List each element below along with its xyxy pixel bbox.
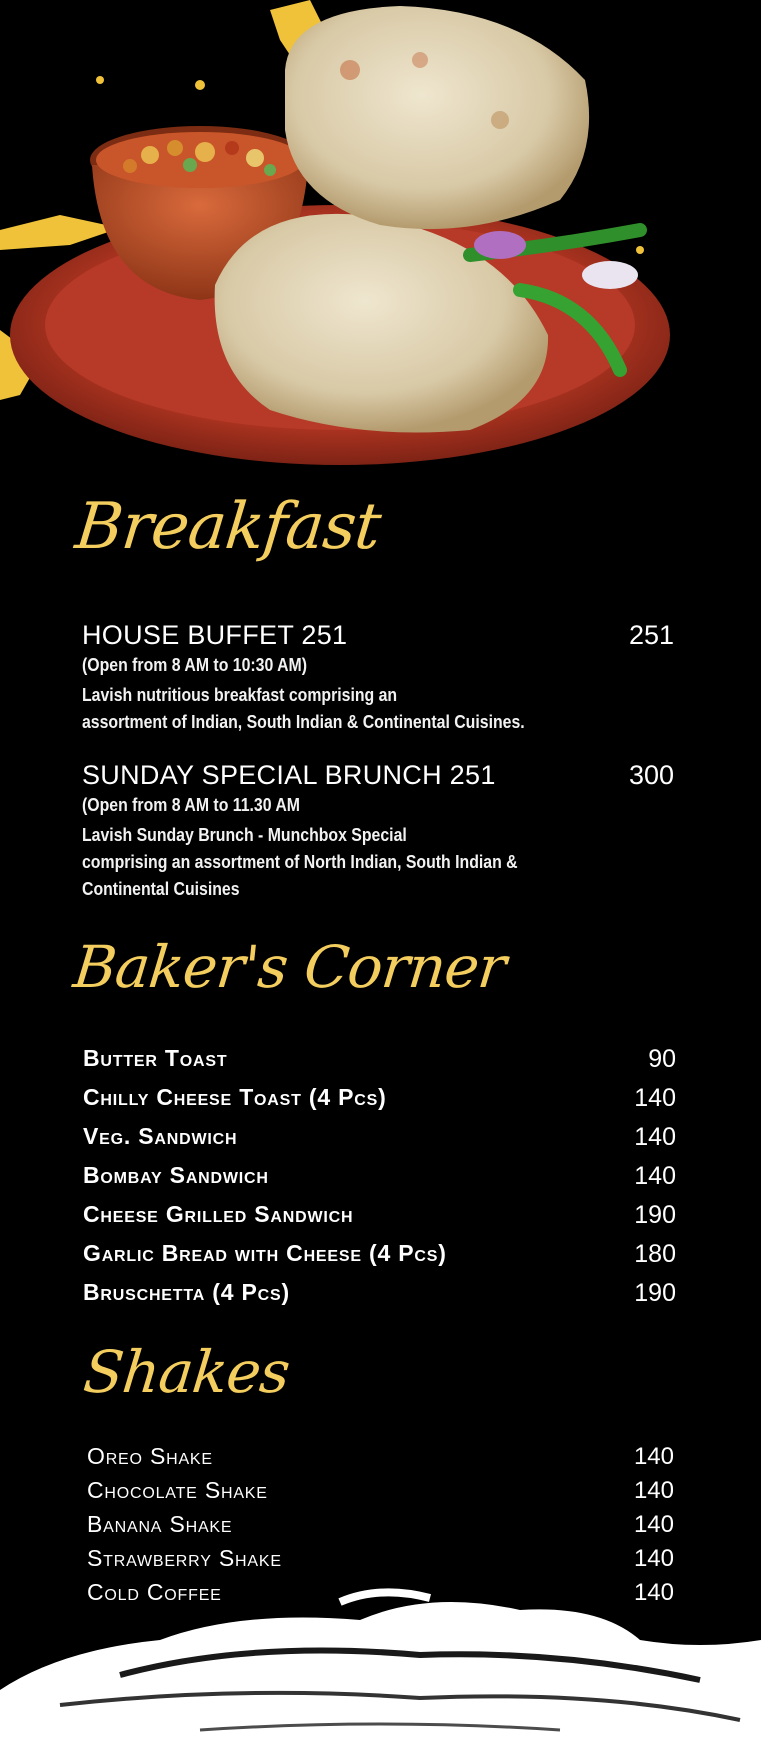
list-item <box>83 1084 676 1123</box>
bakers-corner-heading: Baker's Corner <box>70 933 509 1001</box>
brush-stroke-decoration <box>0 1580 761 1754</box>
description-line: Lavish nutritious breakfast comprising an <box>82 685 398 705</box>
list-item <box>87 1443 674 1477</box>
item-name: Bombay Sandwich <box>83 1162 269 1188</box>
item-price: 140 <box>633 1477 674 1504</box>
item-price: 190 <box>634 1201 676 1229</box>
item-hours: (Open from 8 AM to 11.30 AM <box>82 795 300 815</box>
item-price: 190 <box>634 1279 676 1307</box>
item-price: 140 <box>634 1084 676 1112</box>
item-description <box>82 822 610 903</box>
item-price: 140 <box>633 1511 674 1538</box>
item-name: Cold Coffee <box>87 1579 222 1605</box>
item-name: Cheese Grilled Sandwich <box>83 1201 354 1227</box>
item-name: Banana Shake <box>87 1511 233 1537</box>
item-price: 90 <box>648 1045 676 1073</box>
breakfast-heading: Breakfast <box>72 490 384 564</box>
item-name: Bruschetta (4 Pcs) <box>83 1279 290 1305</box>
list-item <box>83 1201 676 1240</box>
list-item <box>87 1511 674 1545</box>
item-price: 140 <box>633 1443 674 1470</box>
description-line: comprising an assortment of North Indian, South Indian & <box>82 852 518 872</box>
item-name: Butter Toast <box>83 1045 228 1071</box>
item-price: 140 <box>634 1123 676 1151</box>
item-description <box>82 682 610 736</box>
item-price: 251 <box>628 620 674 650</box>
item-name: Oreo Shake <box>87 1443 213 1469</box>
list-item <box>83 1123 676 1162</box>
item-price: 140 <box>633 1579 674 1606</box>
item-name: Garlic Bread with Cheese (4 Pcs) <box>83 1240 447 1266</box>
item-name: Veg. Sandwich <box>83 1123 238 1149</box>
item-name: Chilly Cheese Toast (4 Pcs) <box>83 1084 387 1110</box>
list-item <box>83 1240 676 1279</box>
item-hours: (Open from 8 AM to 10:30 AM) <box>82 655 308 675</box>
bakers-corner-list <box>83 1045 676 1318</box>
item-price: 140 <box>633 1545 674 1572</box>
item-title: SUNDAY SPECIAL BRUNCH 251 <box>82 760 496 790</box>
description-line: assortment of Indian, South Indian & Continental Cuisines. <box>82 712 525 732</box>
description-line: Lavish Sunday Brunch - Munchbox Special <box>82 825 407 845</box>
item-price: 140 <box>634 1162 676 1190</box>
item-price: 300 <box>628 760 674 790</box>
shakes-heading: Shakes <box>80 1338 293 1406</box>
puri-bhaji-plate-image <box>0 0 761 500</box>
list-item <box>83 1279 676 1318</box>
item-price: 180 <box>634 1240 676 1268</box>
list-item <box>83 1045 676 1084</box>
description-line: Continental Cuisines <box>82 879 240 899</box>
list-item <box>87 1477 674 1511</box>
list-item <box>87 1545 674 1579</box>
menu-item-sunday-brunch <box>82 760 682 903</box>
item-name: Chocolate Shake <box>87 1477 268 1503</box>
item-name: Strawberry Shake <box>87 1545 282 1571</box>
list-item <box>83 1162 676 1201</box>
item-title: HOUSE BUFFET 251 <box>82 620 348 650</box>
menu-item-house-buffet <box>82 620 682 736</box>
